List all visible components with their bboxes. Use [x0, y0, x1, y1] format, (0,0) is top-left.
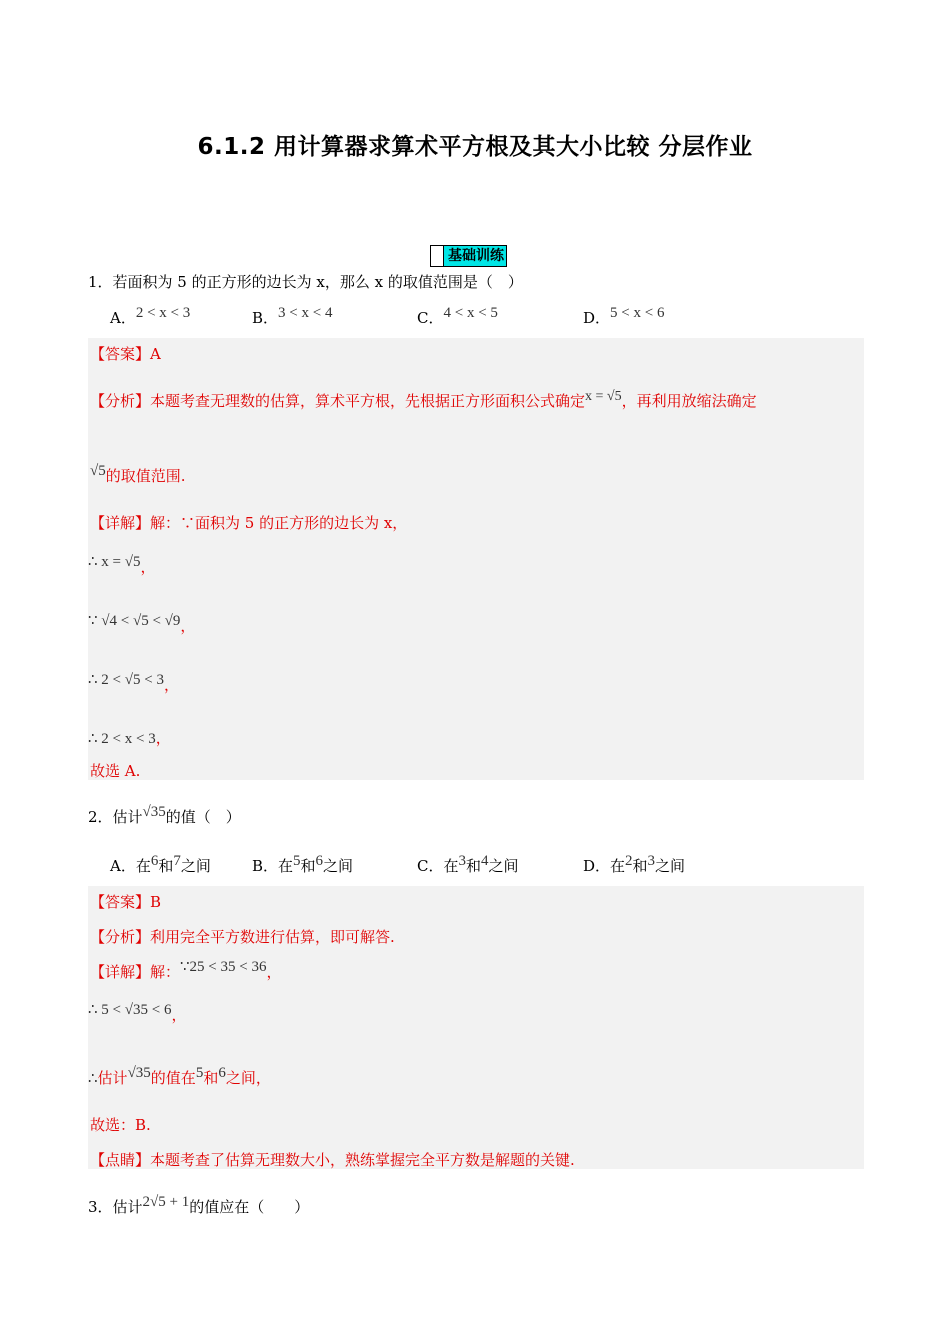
detail-math: ∵25 < 35 < 36 [180, 959, 267, 975]
step-math: ∴ 2 < x < 3 [88, 731, 156, 747]
question-2-stem [88, 806, 241, 827]
option-end: 之间 [323, 857, 354, 875]
step-and: 和 [203, 1069, 219, 1087]
analysis-text: 【分析】本题考查无理数的估算，算术平方根，先根据正方形面积公式确定 [90, 392, 586, 410]
option-end: 之间 [488, 857, 519, 875]
option-label: A．在 [110, 857, 151, 875]
q1-option-d [583, 307, 664, 328]
option-and: 和 [632, 857, 648, 875]
option-label: A． [110, 309, 136, 327]
option-num-b: 3 [647, 853, 656, 869]
q1-conclusion: 故选 A. [90, 762, 141, 780]
step-punct: ， [171, 1006, 187, 1024]
option-end: 之间 [180, 857, 211, 875]
q2-option-d [583, 855, 685, 876]
q1-step-3 [88, 674, 179, 695]
detail-punct: ， [266, 963, 282, 981]
step-punct: ， [155, 729, 171, 747]
step-math: ∵ √4 < √5 < √9 [88, 613, 181, 629]
q2-option-b [252, 855, 353, 876]
option-expr: 5 < x < 6 [610, 305, 665, 321]
option-expr: 2 < x < 3 [135, 305, 191, 321]
q2-detail [90, 961, 282, 982]
step-punct: ， [180, 617, 196, 635]
q2-step-2 [88, 1067, 271, 1088]
option-num-a: 5 [293, 853, 301, 869]
option-end: 之间 [655, 857, 686, 875]
q1-option-b [252, 307, 332, 328]
option-expr: 3 < x < 4 [278, 305, 333, 321]
option-label: C．在 [417, 857, 459, 875]
question-3-stem [88, 1196, 309, 1217]
stem-text: 2．估计 [88, 808, 143, 826]
analysis-text-suffix: ，再利用放缩法确定 [621, 392, 757, 410]
step-end: 之间， [225, 1069, 271, 1087]
option-and: 和 [158, 857, 174, 875]
option-num-a: 3 [458, 853, 466, 869]
stem-math: 2√5 + 1 [142, 1194, 190, 1210]
option-label: D．在 [583, 857, 626, 875]
option-num-a: 6 [150, 853, 159, 869]
option-label: B． [252, 309, 279, 327]
step-math: ∴ x = √5 [88, 554, 141, 570]
step-math: ∴ 2 < √5 < 3 [88, 672, 164, 688]
analysis-math: √5 [90, 463, 106, 479]
stem-text-suffix: 的值应在（ ） [189, 1198, 310, 1216]
option-num-b: 6 [315, 853, 324, 869]
step-punct: ， [163, 676, 179, 694]
option-label: C． [417, 309, 444, 327]
q2-option-c [417, 855, 519, 876]
q1-step-2 [88, 615, 195, 636]
option-label: B．在 [252, 857, 294, 875]
q2-conclusion: 故选：B. [90, 1116, 151, 1134]
option-num-a: 2 [625, 853, 633, 869]
option-num-b: 7 [173, 853, 181, 869]
q2-answer: 【答案】B [90, 893, 162, 911]
badge-label: 基础训练 [444, 246, 506, 266]
badge-marker [431, 246, 444, 266]
step-text-mid: 的值在 [150, 1069, 196, 1087]
step-text: 估计 [97, 1069, 128, 1087]
q1-step-1 [88, 556, 156, 577]
step-num-a: 5 [195, 1065, 204, 1081]
q2-option-a [110, 855, 211, 876]
stem-math: √35 [142, 804, 166, 820]
option-and: 和 [465, 857, 481, 875]
q1-analysis-line2 [90, 465, 186, 486]
q1-answer: 【答案】A [90, 345, 161, 363]
page-title: 6.1.2 用计算器求算术平方根及其大小比较 分层作业 [197, 134, 753, 160]
analysis-text: 的取值范围. [105, 467, 186, 485]
step-num-b: 6 [218, 1065, 226, 1081]
q2-comment: 【点睛】本题考查了估算无理数大小，熟练掌握完全平方数是解题的关键. [90, 1151, 575, 1169]
step-punct: ， [140, 558, 156, 576]
q1-detail: 【详解】解：∵面积为 5 的正方形的边长为 x， [90, 514, 408, 532]
q2-analysis: 【分析】利用完全平方数进行估算，即可解答. [90, 928, 395, 946]
option-and: 和 [300, 857, 316, 875]
section-badge [430, 245, 507, 267]
option-expr: 4 < x < 5 [443, 305, 498, 321]
analysis-math: x = √5 [585, 389, 622, 404]
question-1-stem: 1．若面积为 5 的正方形的边长为 x，那么 x 的取值范围是（ ） [88, 273, 523, 291]
stem-text: 3．估计 [88, 1198, 143, 1216]
step-math: √35 [127, 1065, 151, 1081]
q2-step-1 [88, 1004, 186, 1025]
therefore-symbol: ∴ [88, 1071, 98, 1087]
q1-analysis [90, 390, 757, 411]
option-label: D． [583, 309, 611, 327]
detail-text: 【详解】解： [90, 963, 181, 981]
option-num-b: 4 [481, 853, 489, 869]
stem-text-suffix: 的值（ ） [165, 808, 241, 826]
q1-option-a [110, 307, 190, 328]
step-math: ∴ 5 < √35 < 6 [88, 1002, 172, 1018]
q1-option-c [417, 307, 498, 328]
q1-step-4 [88, 727, 171, 748]
